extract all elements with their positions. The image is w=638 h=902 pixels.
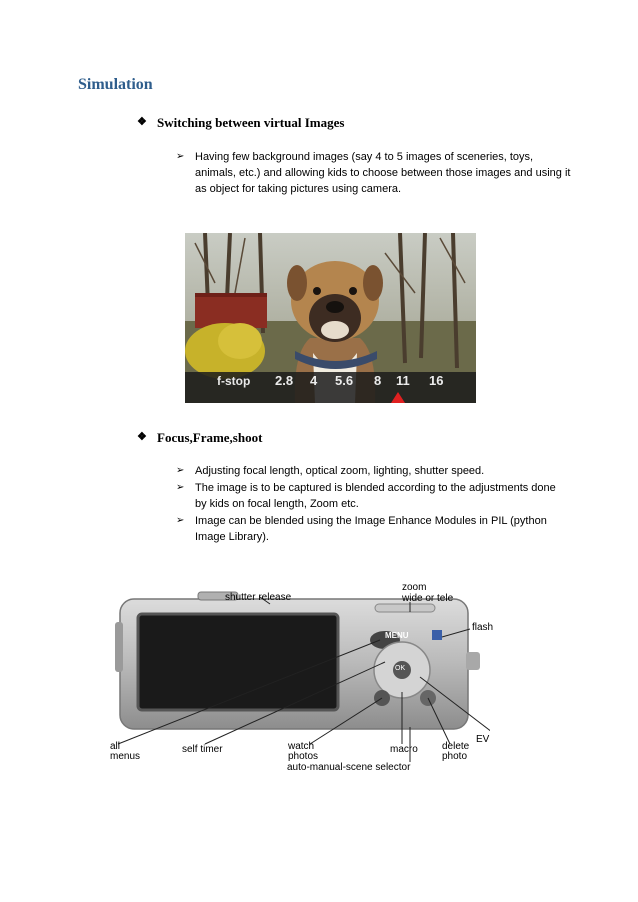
- fstop-value: 2.8: [275, 373, 294, 388]
- arrow-bullet-icon: ➢: [176, 515, 185, 526]
- list-item-text: The image is to be captured is blended according to the adjustments done by kids on focal length, Zoom etc.: [195, 482, 556, 510]
- arrow-bullet-icon: ➢: [176, 151, 185, 162]
- delete-photo-label: [442, 742, 469, 762]
- list-item-text: Having few background images (say 4 to 5 images of sceneries, toys, animals, etc.) and allowing kids to choose between those images and using it as object for taking pictures using camera.: [195, 151, 571, 195]
- fstop-value: 8: [374, 373, 382, 388]
- delete-photo-label-line1: delete: [442, 741, 470, 752]
- fstop-value: 5.6: [335, 373, 354, 388]
- fstop-label: f-stop: [217, 374, 251, 388]
- fstop-value: 4: [310, 373, 318, 388]
- fstop-value: 11: [396, 373, 410, 388]
- watch-photos-label-line2: photos: [288, 751, 319, 762]
- arrow-bullet-icon: ➢: [176, 482, 185, 493]
- camera-diagram: [110, 582, 494, 777]
- all-menus-label-line2: menus: [110, 751, 141, 762]
- fstop-value: 16: [429, 373, 444, 388]
- zoom-label-line1: zoom: [402, 582, 427, 593]
- self-timer-label: self timer: [182, 744, 223, 755]
- menu-button-label: MENU: [385, 631, 409, 640]
- section-heading: Simulation: [78, 76, 153, 93]
- zoom-label-line2: wide or tele: [402, 593, 454, 604]
- shutter-release-label: shutter release: [225, 592, 292, 603]
- topic-1-title: Switching between virtual Images: [157, 115, 345, 130]
- arrow-bullet-icon: ➢: [176, 465, 185, 476]
- zoom-label: [402, 582, 453, 604]
- watch-photos-label: [288, 742, 318, 762]
- list-item-text: Adjusting focal length, optical zoom, lighting, shutter speed.: [195, 465, 485, 477]
- diamond-bullet-icon: ❖: [137, 116, 147, 128]
- ok-button-label: OK: [395, 665, 406, 672]
- list-item-text: Image can be blended using the Image Enhance Modules in PIL (python Image Library).: [195, 515, 547, 543]
- all-menus-label: [110, 742, 140, 762]
- macro-label: macro: [390, 744, 418, 755]
- topic-2-title: Focus,Frame,shoot: [157, 430, 263, 445]
- all-menus-label-line1: all: [110, 741, 121, 752]
- diamond-bullet-icon: ❖: [137, 431, 147, 443]
- ev-label: EV: [476, 734, 490, 745]
- dog-photo: [185, 233, 476, 403]
- selector-label: auto-manual-scene selector: [287, 762, 411, 773]
- delete-photo-label-line2: photo: [442, 751, 468, 762]
- flash-label: flash: [472, 622, 494, 633]
- watch-photos-label-line1: watch: [288, 741, 315, 752]
